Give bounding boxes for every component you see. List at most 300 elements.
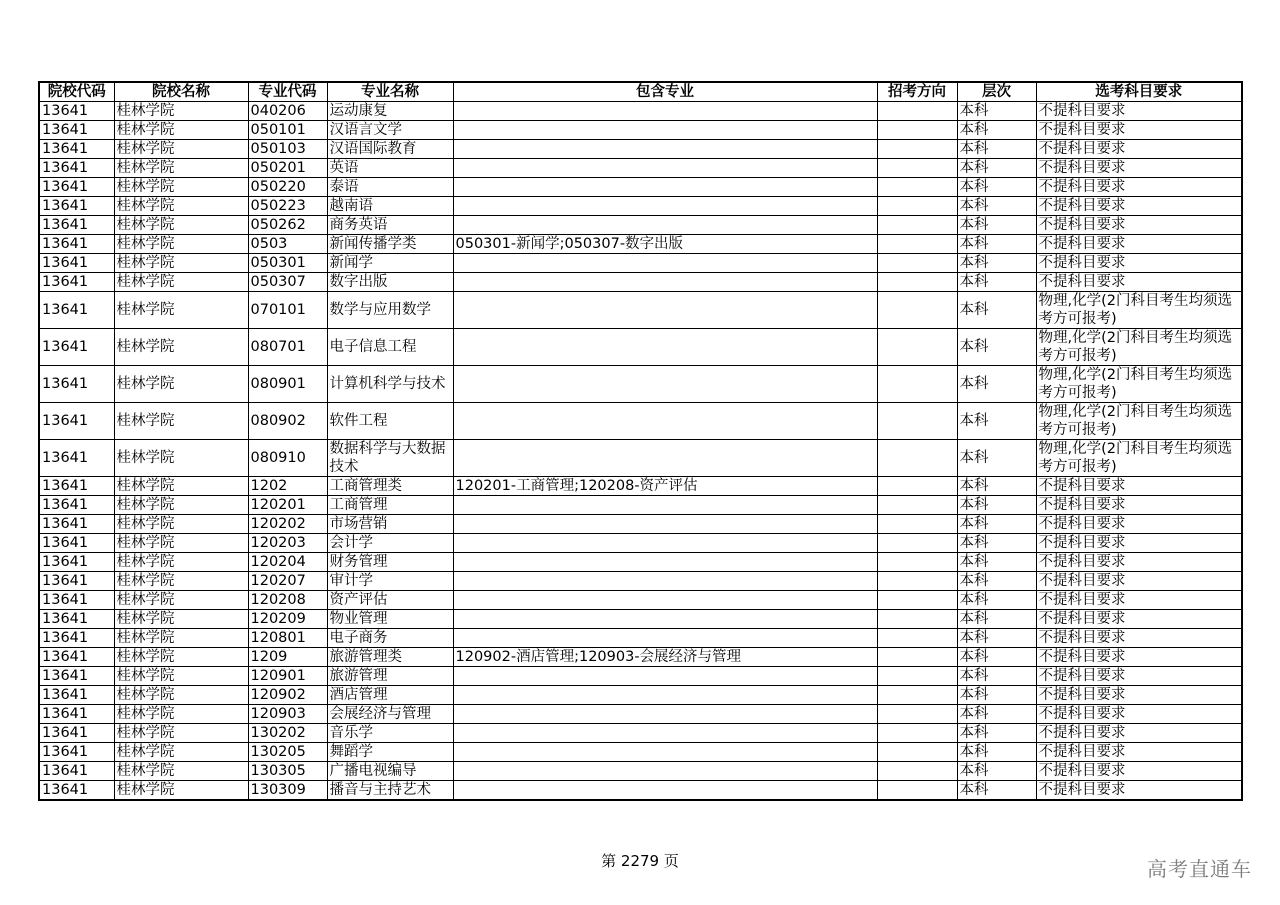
school-name-cell: 桂林学院 xyxy=(114,178,248,197)
school-code-cell: 13641 xyxy=(39,591,114,610)
major-code-cell: 130305 xyxy=(248,762,327,781)
subject-requirement-cell: 物理,化学(2门科目考生均须选考方可报考) xyxy=(1036,366,1242,403)
subject-requirement-cell: 不提科目要求 xyxy=(1036,235,1242,254)
major-name-cell: 会展经济与管理 xyxy=(327,705,453,724)
major-name-cell: 电子商务 xyxy=(327,629,453,648)
subject-requirement-cell: 不提科目要求 xyxy=(1036,515,1242,534)
school-name-cell: 桂林学院 xyxy=(114,629,248,648)
table-row xyxy=(39,553,1242,572)
major-name-cell: 工商管理类 xyxy=(327,477,453,496)
direction-cell xyxy=(877,197,957,216)
table-row xyxy=(39,403,1242,440)
school-code-cell: 13641 xyxy=(39,667,114,686)
school-name-cell: 桂林学院 xyxy=(114,121,248,140)
subject-requirement-cell: 不提科目要求 xyxy=(1036,762,1242,781)
level-cell: 本科 xyxy=(957,572,1036,591)
included-majors-cell xyxy=(453,121,877,140)
level-cell: 本科 xyxy=(957,705,1036,724)
major-code-cell: 050262 xyxy=(248,216,327,235)
table-row xyxy=(39,140,1242,159)
direction-cell xyxy=(877,648,957,667)
included-majors-cell xyxy=(453,591,877,610)
major-code-cell: 080910 xyxy=(248,440,327,477)
table-row xyxy=(39,292,1242,329)
header-subject-requirement: 选考科目要求 xyxy=(1036,82,1242,102)
header-included-majors: 包含专业 xyxy=(453,82,877,102)
admission-table xyxy=(38,81,1243,801)
table-row xyxy=(39,254,1242,273)
direction-cell xyxy=(877,121,957,140)
school-name-cell: 桂林学院 xyxy=(114,705,248,724)
school-name-cell: 桂林学院 xyxy=(114,403,248,440)
direction-cell xyxy=(877,235,957,254)
school-name-cell: 桂林学院 xyxy=(114,762,248,781)
school-code-cell: 13641 xyxy=(39,743,114,762)
level-cell: 本科 xyxy=(957,140,1036,159)
level-cell: 本科 xyxy=(957,366,1036,403)
direction-cell xyxy=(877,216,957,235)
level-cell: 本科 xyxy=(957,197,1036,216)
subject-requirement-cell: 不提科目要求 xyxy=(1036,781,1242,801)
direction-cell xyxy=(877,440,957,477)
major-name-cell: 旅游管理类 xyxy=(327,648,453,667)
header-major-name: 专业名称 xyxy=(327,82,453,102)
school-name-cell: 桂林学院 xyxy=(114,534,248,553)
major-code-cell: 050220 xyxy=(248,178,327,197)
level-cell: 本科 xyxy=(957,292,1036,329)
table-row xyxy=(39,591,1242,610)
major-code-cell: 120209 xyxy=(248,610,327,629)
major-name-cell: 数学与应用数学 xyxy=(327,292,453,329)
header-school-name: 院校名称 xyxy=(114,82,248,102)
major-name-cell: 越南语 xyxy=(327,197,453,216)
major-name-cell: 新闻传播学类 xyxy=(327,235,453,254)
included-majors-cell: 120201-工商管理;120208-资产评估 xyxy=(453,477,877,496)
direction-cell xyxy=(877,496,957,515)
direction-cell xyxy=(877,534,957,553)
level-cell: 本科 xyxy=(957,329,1036,366)
included-majors-cell xyxy=(453,762,877,781)
subject-requirement-cell: 不提科目要求 xyxy=(1036,667,1242,686)
included-majors-cell xyxy=(453,329,877,366)
table-row xyxy=(39,515,1242,534)
level-cell: 本科 xyxy=(957,216,1036,235)
subject-requirement-cell: 不提科目要求 xyxy=(1036,140,1242,159)
table-row xyxy=(39,724,1242,743)
table-row xyxy=(39,102,1242,121)
included-majors-cell xyxy=(453,254,877,273)
major-name-cell: 计算机科学与技术 xyxy=(327,366,453,403)
major-name-cell: 新闻学 xyxy=(327,254,453,273)
major-code-cell: 120903 xyxy=(248,705,327,724)
school-code-cell: 13641 xyxy=(39,366,114,403)
table-row xyxy=(39,762,1242,781)
included-majors-cell xyxy=(453,496,877,515)
direction-cell xyxy=(877,178,957,197)
major-code-cell: 130202 xyxy=(248,724,327,743)
school-code-cell: 13641 xyxy=(39,273,114,292)
major-code-cell: 080701 xyxy=(248,329,327,366)
level-cell: 本科 xyxy=(957,610,1036,629)
major-name-cell: 财务管理 xyxy=(327,553,453,572)
school-name-cell: 桂林学院 xyxy=(114,216,248,235)
level-cell: 本科 xyxy=(957,440,1036,477)
major-name-cell: 汉语国际教育 xyxy=(327,140,453,159)
major-code-cell: 130309 xyxy=(248,781,327,801)
major-name-cell: 商务英语 xyxy=(327,216,453,235)
school-name-cell: 桂林学院 xyxy=(114,197,248,216)
header-direction: 招考方向 xyxy=(877,82,957,102)
level-cell: 本科 xyxy=(957,102,1036,121)
included-majors-cell xyxy=(453,273,877,292)
subject-requirement-cell: 不提科目要求 xyxy=(1036,534,1242,553)
header-school-code: 院校代码 xyxy=(39,82,114,102)
table-row xyxy=(39,121,1242,140)
major-code-cell: 1209 xyxy=(248,648,327,667)
level-cell: 本科 xyxy=(957,534,1036,553)
direction-cell xyxy=(877,781,957,801)
included-majors-cell xyxy=(453,610,877,629)
major-name-cell: 舞蹈学 xyxy=(327,743,453,762)
school-code-cell: 13641 xyxy=(39,292,114,329)
subject-requirement-cell: 不提科目要求 xyxy=(1036,686,1242,705)
included-majors-cell xyxy=(453,102,877,121)
school-code-cell: 13641 xyxy=(39,686,114,705)
included-majors-cell xyxy=(453,781,877,801)
major-name-cell: 广播电视编导 xyxy=(327,762,453,781)
direction-cell xyxy=(877,724,957,743)
table-row xyxy=(39,329,1242,366)
level-cell: 本科 xyxy=(957,403,1036,440)
subject-requirement-cell: 不提科目要求 xyxy=(1036,216,1242,235)
school-code-cell: 13641 xyxy=(39,178,114,197)
level-cell: 本科 xyxy=(957,273,1036,292)
major-name-cell: 会计学 xyxy=(327,534,453,553)
included-majors-cell xyxy=(453,724,877,743)
major-code-cell: 080902 xyxy=(248,403,327,440)
page-number: 第 2279 页 xyxy=(601,852,679,870)
major-code-cell: 120202 xyxy=(248,515,327,534)
subject-requirement-cell: 不提科目要求 xyxy=(1036,610,1242,629)
school-code-cell: 13641 xyxy=(39,496,114,515)
direction-cell xyxy=(877,515,957,534)
included-majors-cell: 050301-新闻学;050307-数字出版 xyxy=(453,235,877,254)
table-row xyxy=(39,686,1242,705)
major-name-cell: 数字出版 xyxy=(327,273,453,292)
school-name-cell: 桂林学院 xyxy=(114,515,248,534)
subject-requirement-cell: 不提科目要求 xyxy=(1036,178,1242,197)
included-majors-cell xyxy=(453,440,877,477)
level-cell: 本科 xyxy=(957,591,1036,610)
included-majors-cell xyxy=(453,572,877,591)
major-code-cell: 130205 xyxy=(248,743,327,762)
included-majors-cell xyxy=(453,292,877,329)
subject-requirement-cell: 不提科目要求 xyxy=(1036,254,1242,273)
major-code-cell: 040206 xyxy=(248,102,327,121)
table-row xyxy=(39,667,1242,686)
table-row xyxy=(39,781,1242,801)
major-name-cell: 酒店管理 xyxy=(327,686,453,705)
subject-requirement-cell: 不提科目要求 xyxy=(1036,648,1242,667)
direction-cell xyxy=(877,329,957,366)
table-header-row xyxy=(39,82,1242,102)
subject-requirement-cell: 物理,化学(2门科目考生均须选考方可报考) xyxy=(1036,440,1242,477)
major-code-cell: 080901 xyxy=(248,366,327,403)
level-cell: 本科 xyxy=(957,254,1036,273)
major-code-cell: 120902 xyxy=(248,686,327,705)
subject-requirement-cell: 不提科目要求 xyxy=(1036,273,1242,292)
subject-requirement-cell: 物理,化学(2门科目考生均须选考方可报考) xyxy=(1036,403,1242,440)
included-majors-cell xyxy=(453,197,877,216)
level-cell: 本科 xyxy=(957,477,1036,496)
major-name-cell: 数据科学与大数据技术 xyxy=(327,440,453,477)
subject-requirement-cell: 不提科目要求 xyxy=(1036,477,1242,496)
included-majors-cell xyxy=(453,534,877,553)
level-cell: 本科 xyxy=(957,178,1036,197)
school-name-cell: 桂林学院 xyxy=(114,610,248,629)
school-code-cell: 13641 xyxy=(39,762,114,781)
major-code-cell: 120207 xyxy=(248,572,327,591)
school-name-cell: 桂林学院 xyxy=(114,235,248,254)
header-major-code: 专业代码 xyxy=(248,82,327,102)
level-cell: 本科 xyxy=(957,686,1036,705)
level-cell: 本科 xyxy=(957,235,1036,254)
level-cell: 本科 xyxy=(957,496,1036,515)
table-row xyxy=(39,235,1242,254)
direction-cell xyxy=(877,477,957,496)
subject-requirement-cell: 不提科目要求 xyxy=(1036,102,1242,121)
major-code-cell: 120204 xyxy=(248,553,327,572)
major-name-cell: 播音与主持艺术 xyxy=(327,781,453,801)
school-name-cell: 桂林学院 xyxy=(114,496,248,515)
subject-requirement-cell: 不提科目要求 xyxy=(1036,197,1242,216)
school-name-cell: 桂林学院 xyxy=(114,477,248,496)
school-code-cell: 13641 xyxy=(39,648,114,667)
major-name-cell: 软件工程 xyxy=(327,403,453,440)
school-name-cell: 桂林学院 xyxy=(114,572,248,591)
direction-cell xyxy=(877,705,957,724)
school-name-cell: 桂林学院 xyxy=(114,724,248,743)
included-majors-cell xyxy=(453,553,877,572)
school-name-cell: 桂林学院 xyxy=(114,743,248,762)
school-code-cell: 13641 xyxy=(39,781,114,801)
major-name-cell: 市场营销 xyxy=(327,515,453,534)
included-majors-cell: 120902-酒店管理;120903-会展经济与管理 xyxy=(453,648,877,667)
major-name-cell: 汉语言文学 xyxy=(327,121,453,140)
major-code-cell: 070101 xyxy=(248,292,327,329)
header-level: 层次 xyxy=(957,82,1036,102)
table-row xyxy=(39,216,1242,235)
major-code-cell: 050103 xyxy=(248,140,327,159)
table-row xyxy=(39,629,1242,648)
table-row xyxy=(39,743,1242,762)
major-code-cell: 1202 xyxy=(248,477,327,496)
table-row xyxy=(39,159,1242,178)
school-name-cell: 桂林学院 xyxy=(114,292,248,329)
subject-requirement-cell: 不提科目要求 xyxy=(1036,159,1242,178)
direction-cell xyxy=(877,743,957,762)
direction-cell xyxy=(877,254,957,273)
subject-requirement-cell: 不提科目要求 xyxy=(1036,705,1242,724)
school-name-cell: 桂林学院 xyxy=(114,591,248,610)
table-row xyxy=(39,648,1242,667)
subject-requirement-cell: 物理,化学(2门科目考生均须选考方可报考) xyxy=(1036,329,1242,366)
school-code-cell: 13641 xyxy=(39,534,114,553)
direction-cell xyxy=(877,591,957,610)
school-name-cell: 桂林学院 xyxy=(114,440,248,477)
subject-requirement-cell: 不提科目要求 xyxy=(1036,121,1242,140)
watermark-logo: 高考直通车 xyxy=(1147,857,1252,881)
table-row xyxy=(39,273,1242,292)
major-code-cell: 120901 xyxy=(248,667,327,686)
level-cell: 本科 xyxy=(957,159,1036,178)
major-name-cell: 电子信息工程 xyxy=(327,329,453,366)
school-name-cell: 桂林学院 xyxy=(114,159,248,178)
table-row xyxy=(39,197,1242,216)
school-code-cell: 13641 xyxy=(39,629,114,648)
major-name-cell: 旅游管理 xyxy=(327,667,453,686)
school-code-cell: 13641 xyxy=(39,724,114,743)
school-name-cell: 桂林学院 xyxy=(114,102,248,121)
level-cell: 本科 xyxy=(957,724,1036,743)
direction-cell xyxy=(877,140,957,159)
table-row xyxy=(39,496,1242,515)
included-majors-cell xyxy=(453,366,877,403)
school-code-cell: 13641 xyxy=(39,254,114,273)
table-row xyxy=(39,477,1242,496)
major-name-cell: 审计学 xyxy=(327,572,453,591)
major-name-cell: 资产评估 xyxy=(327,591,453,610)
school-code-cell: 13641 xyxy=(39,329,114,366)
direction-cell xyxy=(877,292,957,329)
school-code-cell: 13641 xyxy=(39,515,114,534)
included-majors-cell xyxy=(453,667,877,686)
direction-cell xyxy=(877,762,957,781)
direction-cell xyxy=(877,159,957,178)
major-code-cell: 050301 xyxy=(248,254,327,273)
major-code-cell: 120208 xyxy=(248,591,327,610)
school-name-cell: 桂林学院 xyxy=(114,686,248,705)
subject-requirement-cell: 不提科目要求 xyxy=(1036,724,1242,743)
direction-cell xyxy=(877,553,957,572)
table-row xyxy=(39,572,1242,591)
school-code-cell: 13641 xyxy=(39,140,114,159)
included-majors-cell xyxy=(453,515,877,534)
school-name-cell: 桂林学院 xyxy=(114,553,248,572)
school-code-cell: 13641 xyxy=(39,572,114,591)
direction-cell xyxy=(877,686,957,705)
major-name-cell: 英语 xyxy=(327,159,453,178)
table-row xyxy=(39,366,1242,403)
school-code-cell: 13641 xyxy=(39,216,114,235)
major-name-cell: 音乐学 xyxy=(327,724,453,743)
included-majors-cell xyxy=(453,686,877,705)
school-code-cell: 13641 xyxy=(39,705,114,724)
table-row xyxy=(39,610,1242,629)
direction-cell xyxy=(877,667,957,686)
subject-requirement-cell: 不提科目要求 xyxy=(1036,553,1242,572)
included-majors-cell xyxy=(453,178,877,197)
school-name-cell: 桂林学院 xyxy=(114,781,248,801)
school-code-cell: 13641 xyxy=(39,477,114,496)
direction-cell xyxy=(877,366,957,403)
school-code-cell: 13641 xyxy=(39,197,114,216)
included-majors-cell xyxy=(453,705,877,724)
major-code-cell: 050223 xyxy=(248,197,327,216)
school-name-cell: 桂林学院 xyxy=(114,140,248,159)
major-code-cell: 120801 xyxy=(248,629,327,648)
level-cell: 本科 xyxy=(957,629,1036,648)
school-code-cell: 13641 xyxy=(39,553,114,572)
school-name-cell: 桂林学院 xyxy=(114,329,248,366)
level-cell: 本科 xyxy=(957,648,1036,667)
school-code-cell: 13641 xyxy=(39,403,114,440)
major-name-cell: 物业管理 xyxy=(327,610,453,629)
included-majors-cell xyxy=(453,140,877,159)
school-code-cell: 13641 xyxy=(39,235,114,254)
major-code-cell: 050307 xyxy=(248,273,327,292)
level-cell: 本科 xyxy=(957,762,1036,781)
direction-cell xyxy=(877,102,957,121)
level-cell: 本科 xyxy=(957,121,1036,140)
school-code-cell: 13641 xyxy=(39,440,114,477)
level-cell: 本科 xyxy=(957,515,1036,534)
table-row xyxy=(39,534,1242,553)
major-code-cell: 050201 xyxy=(248,159,327,178)
school-name-cell: 桂林学院 xyxy=(114,254,248,273)
major-code-cell: 050101 xyxy=(248,121,327,140)
direction-cell xyxy=(877,273,957,292)
level-cell: 本科 xyxy=(957,667,1036,686)
subject-requirement-cell: 不提科目要求 xyxy=(1036,743,1242,762)
major-name-cell: 泰语 xyxy=(327,178,453,197)
included-majors-cell xyxy=(453,159,877,178)
table-row xyxy=(39,705,1242,724)
table-body xyxy=(39,102,1242,801)
subject-requirement-cell: 不提科目要求 xyxy=(1036,591,1242,610)
subject-requirement-cell: 不提科目要求 xyxy=(1036,496,1242,515)
level-cell: 本科 xyxy=(957,781,1036,801)
subject-requirement-cell: 物理,化学(2门科目考生均须选考方可报考) xyxy=(1036,292,1242,329)
major-name-cell: 运动康复 xyxy=(327,102,453,121)
table-row xyxy=(39,178,1242,197)
school-code-cell: 13641 xyxy=(39,121,114,140)
direction-cell xyxy=(877,629,957,648)
level-cell: 本科 xyxy=(957,553,1036,572)
included-majors-cell xyxy=(453,216,877,235)
major-code-cell: 120201 xyxy=(248,496,327,515)
direction-cell xyxy=(877,610,957,629)
major-code-cell: 0503 xyxy=(248,235,327,254)
level-cell: 本科 xyxy=(957,743,1036,762)
subject-requirement-cell: 不提科目要求 xyxy=(1036,629,1242,648)
direction-cell xyxy=(877,572,957,591)
direction-cell xyxy=(877,403,957,440)
school-name-cell: 桂林学院 xyxy=(114,648,248,667)
table-row xyxy=(39,440,1242,477)
school-code-cell: 13641 xyxy=(39,159,114,178)
subject-requirement-cell: 不提科目要求 xyxy=(1036,572,1242,591)
school-code-cell: 13641 xyxy=(39,102,114,121)
school-code-cell: 13641 xyxy=(39,610,114,629)
school-name-cell: 桂林学院 xyxy=(114,667,248,686)
school-name-cell: 桂林学院 xyxy=(114,366,248,403)
included-majors-cell xyxy=(453,743,877,762)
school-name-cell: 桂林学院 xyxy=(114,273,248,292)
major-code-cell: 120203 xyxy=(248,534,327,553)
included-majors-cell xyxy=(453,629,877,648)
included-majors-cell xyxy=(453,403,877,440)
